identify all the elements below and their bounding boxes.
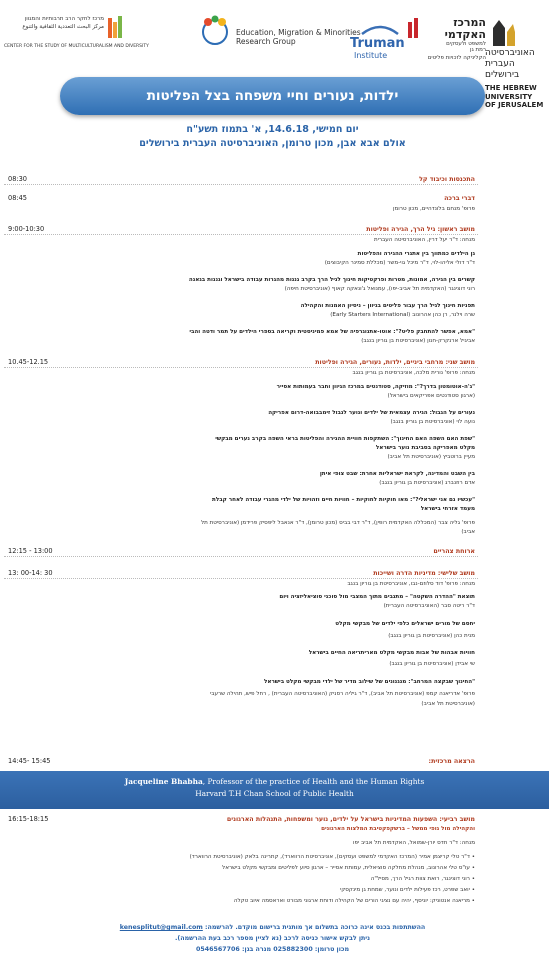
panelist: • ד"ר טלי קריצמן אמיר (המרכז האקדמי למשפט ועסקים), אוניברסיטת הרווארד), קתרינה בלאק (אוניברסיטת הרווארד)	[189, 854, 475, 860]
gathering-time: 08:30	[8, 175, 28, 183]
session-2-time: 10.45-12.15	[8, 358, 49, 366]
academic-line-2: האקדמי	[444, 28, 486, 41]
registration-email-link[interactable]: kenesplitut@gmail.com	[119, 924, 203, 931]
talk-title: תוצאת "ההדרה השקטה" – מתגבים מתוך המצבי מול סוכני סוציאליזציה ויום	[279, 594, 475, 600]
talk-speakers-cont: (אוניברסיטת תל אביב)	[421, 701, 475, 707]
academic-line-5: הקליניקה לזכויות פליטים	[427, 55, 486, 61]
footer-registration-text: ההשתתפות בכנס אינה כרוכה בתשלום אך מותנית ברישום מוקדם. להרשמה:	[205, 924, 426, 931]
talk-speakers: מנית כהן (אוניברסיטת בן גוריון בנגב)	[388, 633, 475, 639]
schedule-row-lunch	[4, 546, 478, 557]
panelist: • עו"ס טלי אהרונוב, מנהלת מחלקה סוציאלית, עמותת אסייר – ארגון סיוע לפליטים ומבקשי מקלט בישראל	[222, 865, 475, 871]
greetings-speaker: פרופ' מנחם בלונדהיים, מכון טרומן	[392, 206, 475, 212]
talk-title-cont: מעמד אזרחי בישראל	[420, 506, 475, 512]
talk-title: קשרים בין הגירה, אמונות, מטרות ופרקטיקות חינוך לגיל הרך בקרב גננות מהגרות עבודה בישראל וגננות בגאנה	[188, 277, 475, 283]
event-title: ילדות, נעורים וחיי משפחה בצל הפליטות	[146, 88, 399, 104]
logo-strip	[0, 0, 549, 80]
session-4-title: מושב רביעי: השפעות המדיניות בישראל על ילדים, נוער ומשפחות, התנהלות הארגונים	[226, 815, 475, 823]
schedule-row-gathering	[4, 174, 478, 185]
lunch-title: ארוחת צהריים	[433, 547, 475, 555]
univ-en-3: OF JERUSALEM	[485, 101, 544, 109]
session-2-header	[4, 357, 478, 368]
registration-footer	[60, 922, 485, 955]
footer-contact-text: מכון טרומן: 025882300 מנרה בגן: 0546567706	[196, 946, 349, 953]
session-3-title: מושב שלישי: מדיניות הדרה ושייכות	[373, 569, 475, 577]
session-2-chair: מנחה: פרופ' נורית מלכה, אוניברסיטת בן גוריון בנגב	[352, 370, 475, 376]
multicultural-ar-text: مركز البحث التعددية الثقافية والتنوع	[22, 24, 104, 30]
talk-speakers: פרופ' גליה צבר (המכללה האקדמית רופין), ד"ר דבי בביס (מכון טרומן), ד"ר אנאבל ליפסיק פרידמן (אוניברסיטת תל	[200, 520, 475, 526]
keynote-speaker: Jacqueline Bhabha	[124, 777, 203, 786]
session-3-chair: מנחה: פרופ' דוד סלוזם-נבו, אוניברסיטת בן גוריון בנגב	[347, 581, 475, 587]
session-4-time: 16:15-18:15	[8, 815, 49, 823]
univ-he-3: בירושלים	[485, 70, 520, 80]
session-3-header	[4, 568, 478, 579]
talk-title: נעורים על הגבול: הגירה עצמאית של ילדים ונוער לגבול זימבבואה-דרום אפריקה	[268, 410, 475, 416]
truman-logo	[350, 22, 410, 62]
talk-title: "עכשיו גם אני ישראלי?": מאו חוקיות לחוקיות – חוויות חיים וזהויות של ילדי מהגרי עבודה לאחר קבלת	[212, 497, 475, 503]
academic-center-logo	[408, 16, 486, 64]
academic-line-3: למשפט ולעסקים	[446, 41, 486, 47]
truman-text: Truman	[350, 36, 405, 51]
multicultural-mark-icon	[106, 14, 124, 42]
keynote-time: 14:45- 15:45	[8, 757, 51, 765]
greetings-time: 08:45	[8, 194, 28, 202]
schedule-row-greetings	[4, 193, 478, 203]
univ-en-2: UNIVERSITY	[485, 92, 533, 101]
truman-institute-text: Institute	[354, 51, 388, 60]
session-1-time: 9:00-10:30	[8, 225, 45, 233]
session-1-header	[4, 224, 478, 235]
session-1-chair: מנחה: ד"ר יעל דרין, האוניברסיטה העברית	[373, 237, 475, 243]
talk-speakers: ד"ר ריטה סבר (האוניברסיטה העברית)	[383, 603, 475, 609]
talk-speakers: מעיין ברוטביץ (אוניברסיטת תל אביב)	[387, 454, 475, 460]
talk-speakers: שי אבידן (אוניברסיטת בן גוריון בנגב)	[389, 661, 475, 667]
emm-line-1: Education, Migration & Minorities	[236, 28, 361, 37]
multicultural-center-logo	[4, 14, 149, 54]
talk-title: "אמא, אפשר להתחבק פליט?": אוטו-אתנוגרפיה של אמא פמיניסטית וקריאה בספרי הילדים על תמר ודטה והבי	[189, 329, 475, 335]
talk-title: יחסם של מורים ישראלים כלפי ילדים של מבקשי מקלט	[335, 621, 475, 627]
globe-people-icon	[198, 14, 232, 48]
univ-en-1: THE HEBREW	[485, 84, 537, 92]
session-4-chair: מנחה: ד"ר חדס יורן-שמואל, האקדמית תל אביב יפו	[353, 840, 475, 846]
emm-logo	[198, 14, 368, 50]
session-2-title: מושב שני: מרחבי ביניים, ילדות, נעורים, הגירה ופליטות	[315, 358, 475, 366]
talk-title: גן הילדים כמתווך בין אתגרי ההגירה והפליטות	[357, 251, 475, 257]
session-3-time: 13: 00-14: 30	[8, 569, 53, 577]
hebrew-university-logo	[485, 18, 547, 110]
talk-speakers: פרופ' אדריאנה קמפ (אוניברסיטת תל אביב), ד"ר גיליה רסניק (האוניברסיטה העברית) , רחל פיש, תהילה שרעבי	[209, 691, 475, 697]
multicultural-he-text: מרכז לחקר הרב תרבותיות והמגוון	[24, 16, 104, 22]
talk-title: "שפת האם השפה האם החינוך": השתקפות חוויית ההגירה והפליטות בראי השפה בקרב נערים מבקשי	[215, 436, 475, 442]
emm-line-2: Research Group	[236, 37, 296, 46]
footer-parking-text: ניתן לבקש אישור כניסה לרכב (נא לציין מספר רכב בעת ההרשמה).	[175, 935, 370, 942]
univ-he-1: האוניברסיטה	[485, 48, 535, 58]
talk-speakers: ד"ר דולי אליהו-לוי, ד"ר מיכל גוי-משר (מכללת סמינר הקיבוצים)	[324, 260, 475, 266]
talk-speakers: רוני דוצינגר (האקדמית תל אביב-יפו), עמנואל ג'ונאקה קאוף (אוניברסיטת חיפה)	[284, 286, 475, 292]
gathering-title: התכנסות וכיבוד קל	[419, 175, 475, 183]
univ-he-2: העברית	[485, 59, 515, 69]
keynote-banner	[0, 771, 549, 809]
talk-title: תפניות חינוך לגיל הרך עבור פליטים בגיוון – ניסיון האמנות והקהילה	[300, 303, 475, 309]
talk-title: בין השבט והמדינה, לקראת ישראליות אחרת: שבט צופי איתן	[319, 471, 475, 477]
talk-title: "ג'ה-אוטומטון בדרך?": מוזיקה, סטודנטים במרכז הגיוון וחבר בעמותות אסייר	[276, 384, 475, 390]
academic-line-4: רמת גן	[470, 47, 486, 53]
session-4-title-cont: והקהילה מול גופי ממשל – ברשקפקטיבת המלצות הארגונים	[321, 826, 475, 832]
session-4-header	[4, 814, 478, 824]
talk-speakers: (ארגון סטודנטים אפריקאים בישראל)	[387, 393, 475, 399]
academic-line-1: המרכז	[453, 16, 486, 29]
talk-speakers: אביגיל ארנקרק-חנון (אוניברסיטת בן גוריון בנגב)	[361, 338, 475, 344]
talk-speakers: שרה וילנר, רן כהן אהרונוב (Early Starters International)	[330, 312, 475, 318]
keynote-label: הרצאה מרכזית:	[428, 757, 475, 765]
lunch-time: 12:15 - 13:00	[8, 547, 53, 555]
talk-speakers-cont: אביב)	[461, 529, 475, 535]
schedule-row-keynote	[4, 756, 478, 766]
event-title-banner	[60, 77, 485, 115]
panelist: • מריאנה אנטוניק: יוניסף, יהיה עם נציגי הורים של הקהילה ודוחת ארגוני מבורט ואראסמה איוב טקלה	[233, 898, 475, 904]
greetings-title: דברי ברכה	[444, 194, 475, 202]
academic-mark-icon	[406, 18, 420, 40]
panelist: • יואב שפרט, רכז פעילות ילדים ונוער, שמחת גן מינקסקי	[340, 887, 475, 893]
multicultural-en-text: CENTER FOR THE STUDY OF MULTICULTURALISM AND DIVERSITY	[4, 44, 149, 49]
talk-title-cont: מקלט מאפריקה בסביבת נוער בישראל	[375, 445, 475, 451]
keynote-role: , Professor of the practice of Health and the Human Rights	[202, 777, 425, 786]
talk-title: חוויות אבהות של אבות מבקשי מקלט מאריתריאה החיים בישראל	[308, 650, 475, 656]
panelist: • רוני דוצינגר, רואת צוות רגיל הרך, מסיל"ה	[370, 876, 475, 882]
university-emblem-icon	[489, 18, 517, 48]
keynote-institution: Harvard T.H Chan School of Public Health	[195, 789, 354, 798]
talk-speakers: נועה לוי (אוניברסיטת בן גוריון בנגב)	[390, 419, 475, 425]
event-date: יום חמישי, 14.6.18, א' בתמוז תשע"ח	[186, 124, 359, 135]
talk-title: "החינוך שבקצה המרחב": מנגנונים של שילוב מדיר של ילדי מבקשי מקלט בישראל	[263, 679, 475, 685]
event-place: אולם אבא אבן, מכון טרומן, האוניברסיטה העברית בירושלים	[139, 138, 406, 149]
session-1-title: מושב ראשון: גיל הרך, הגירה ופליטות	[366, 225, 475, 233]
talk-speakers: אדם רוזנברג (אוניברסיטת בן גוריון בנגב)	[379, 480, 475, 486]
